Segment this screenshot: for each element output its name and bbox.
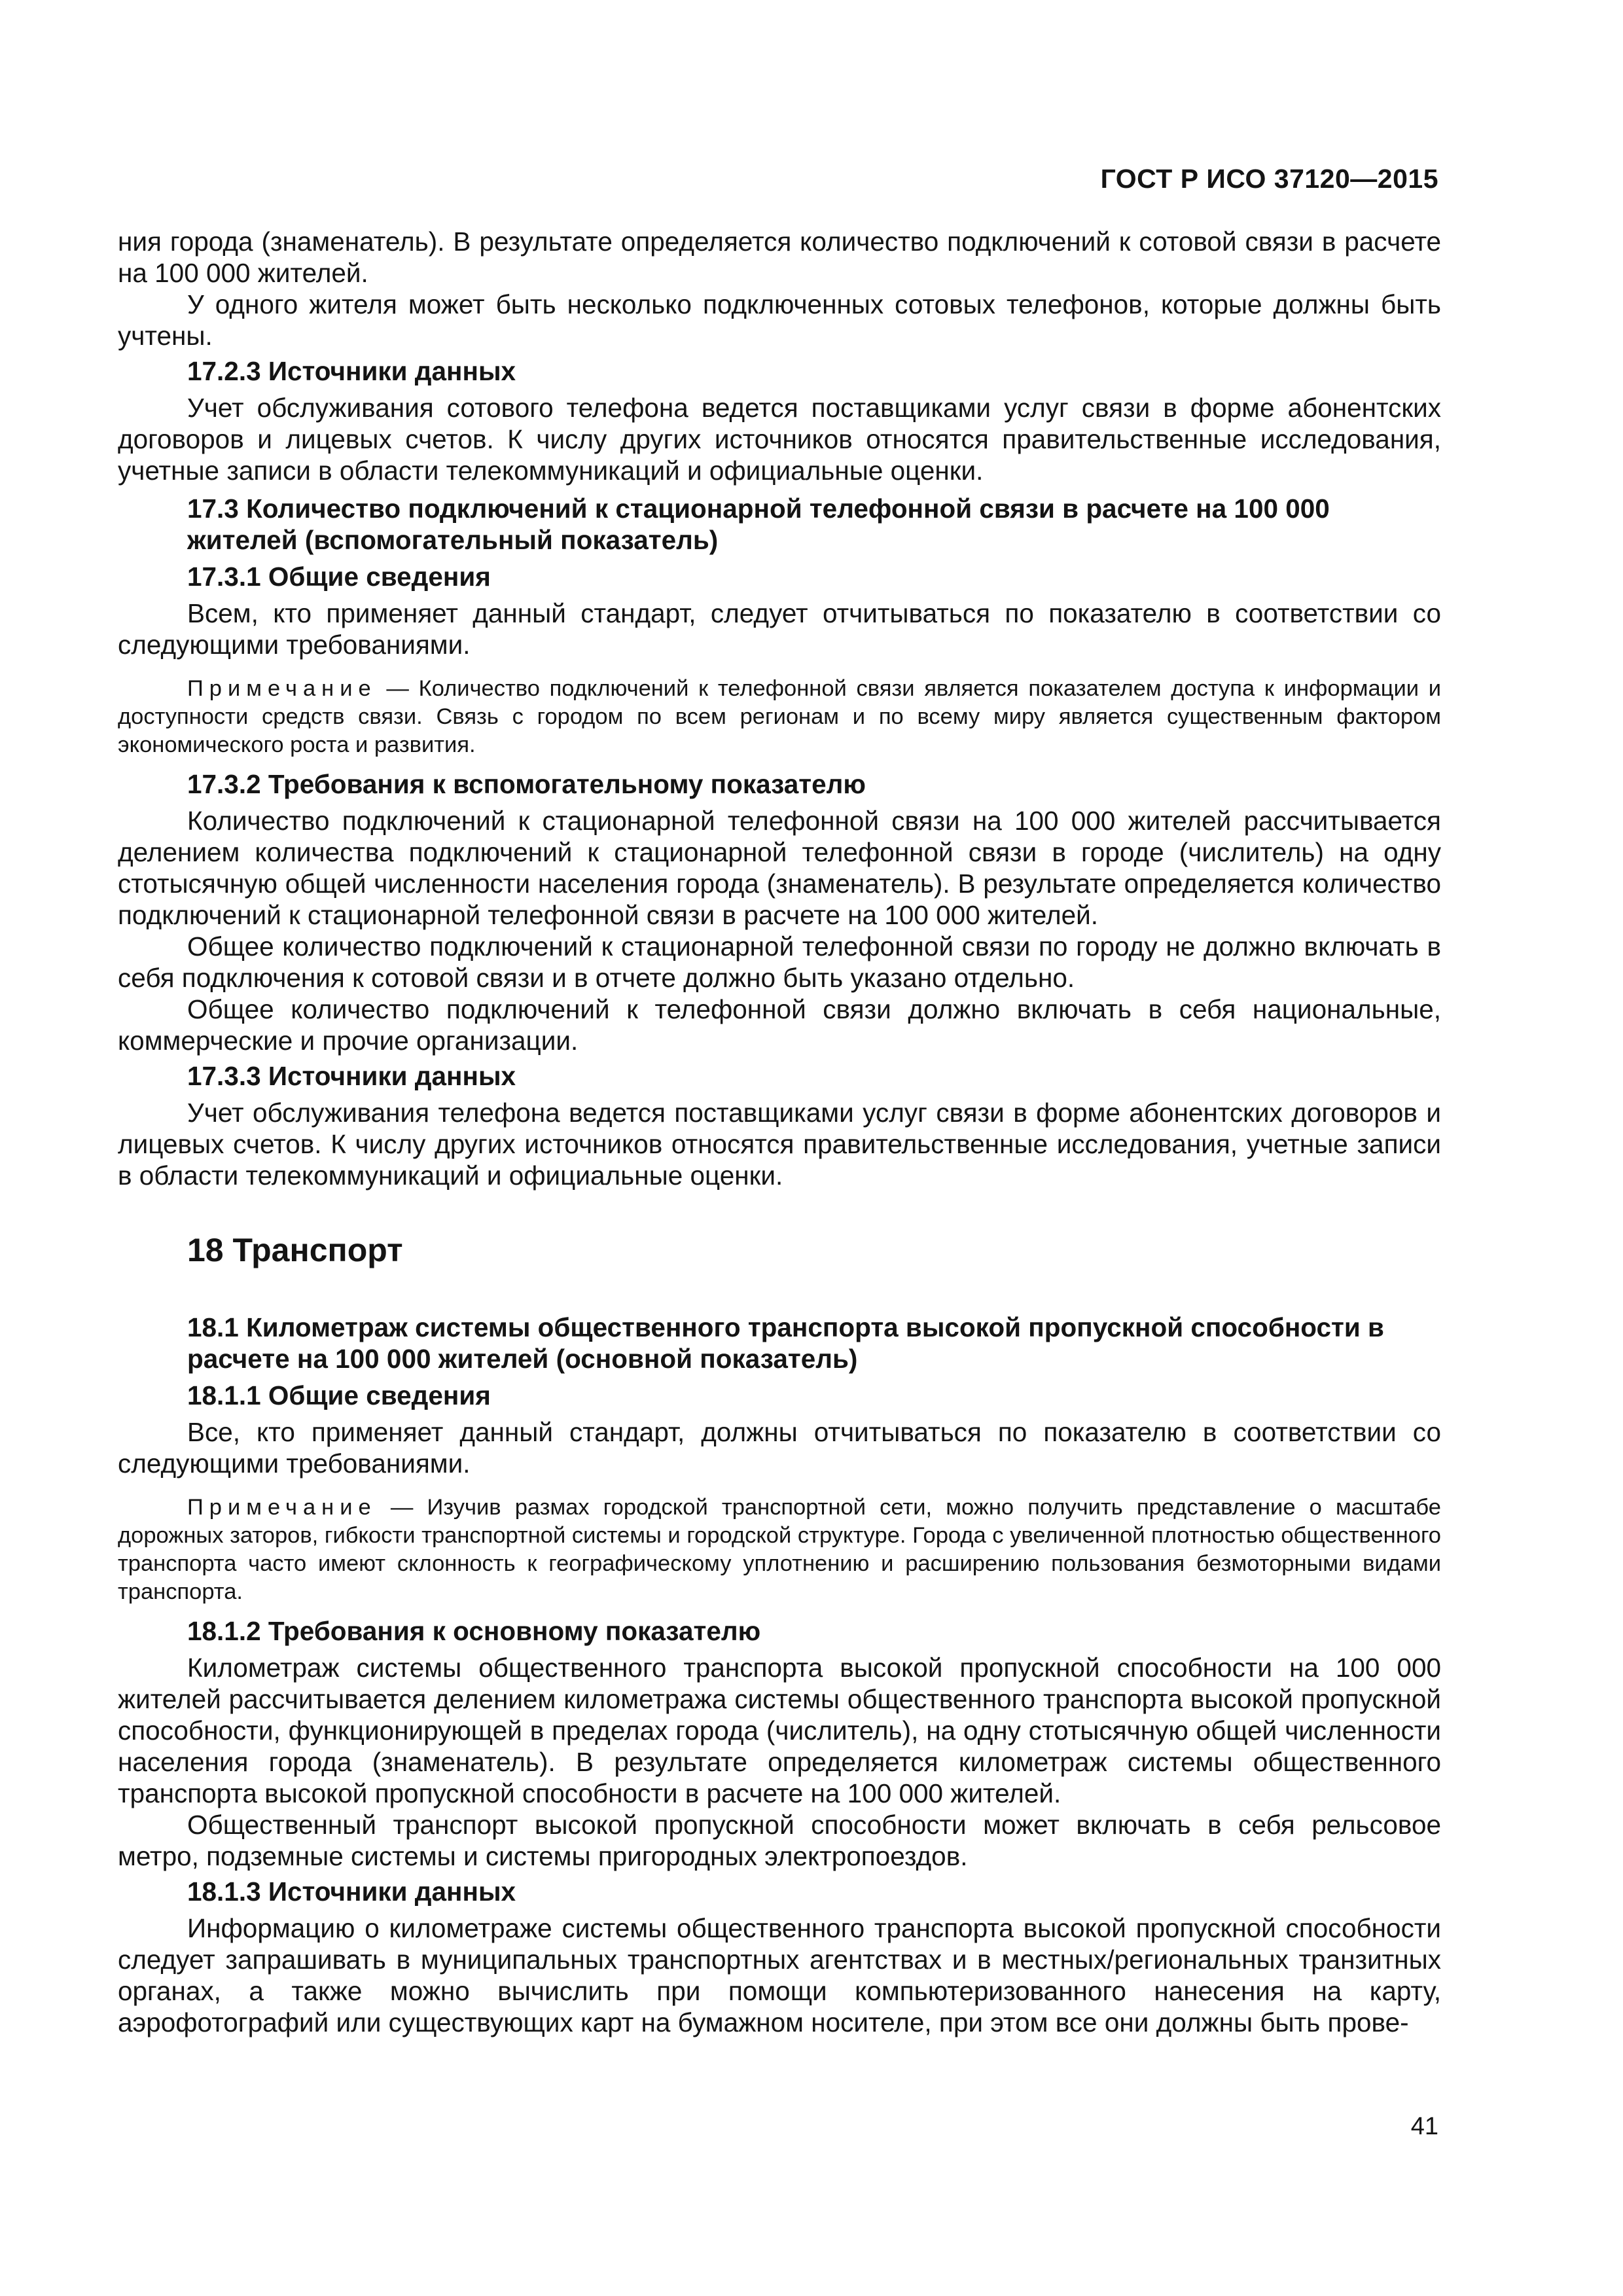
paragraph: ния города (знаменатель). В результате определяется количество подключений к сотовой связи в расчете на 100 000 жителей. [118,226,1441,288]
section-heading-18-1-3: 18.1.3 Источники данных [187,1876,516,1907]
chapter-heading-18: 18 Транспорт [187,1232,403,1268]
paragraph: Общественный транспорт высокой пропускной способности может включать в себя рельсовое метро, подземные системы и системы пригородных электропоездов. [118,1810,1441,1871]
section-heading-17-3-1: 17.3.1 Общие сведения [187,562,491,592]
paragraph: Количество подключений к стационарной телефонной связи на 100 000 жителей рассчитывается делением количества подключений к стационарной телефонной связи в городе (числитель) на одну стотысячную общей численности населения города (знаменатель). В результате определяется количество подключений к стационарной телефонной связи в расчете на 100 000 жителей. [118,806,1441,930]
note-label: Примечание [187,676,377,701]
document-body [118,226,1441,2038]
paragraph: Общее количество подключений к телефонной связи должно включать в себя национальные, коммерческие и прочие организации. [118,994,1441,1056]
paragraph: Учет обслуживания сотового телефона ведется поставщиками услуг связи в форме абонентских договоров и лицевых счетов. К числу других источников относятся правительственные исследования, учетные записи в области телекоммуникаций и официальные оценки. [118,393,1441,486]
note [118,675,1441,759]
paragraph: У одного жителя может быть несколько подключенных сотовых телефонов, которые должны быть учтены. [118,289,1441,351]
note-text: — Количество подключений к телефонной связи является показателем доступа к информации и доступности средств связи. Связь с городом по всем регионам и по всему миру является существенным фактором экономического роста и развития. [118,676,1441,757]
note [118,1494,1441,1606]
note-label: Примечание [187,1495,377,1520]
paragraph: Общее количество подключений к стационарной телефонной связи по городу не должно включать в себя подключения к сотовой связи и в отчете должно быть указано отдельно. [118,931,1441,993]
paragraph: Всем, кто применяет данный стандарт, следует отчитываться по показателю в соответствии со следующими требованиями. [118,598,1441,660]
paragraph: Учет обслуживания телефона ведется поставщиками услуг связи в форме абонентских договоров и лицевых счетов. К числу других источников относятся правительственные исследования, учетные записи в области телекоммуникаций и официальные оценки. [118,1098,1441,1191]
page-number: 41 [1410,2113,1438,2140]
section-heading-18-1-1: 18.1.1 Общие сведения [187,1380,491,1410]
paragraph: Все, кто применяет данный стандарт, должны отчитываться по показателю в соответствии со следующими требованиями. [118,1417,1441,1479]
section-heading-17-3-3: 17.3.3 Источники данных [187,1061,516,1091]
section-heading-18-1-2: 18.1.2 Требования к основному показателю [187,1616,761,1646]
section-heading-18-1: 18.1 Километраж системы общественного транспорта высокой пропускной способности в расчете на 100 000 жителей (основной показатель) [187,1312,1384,1374]
document-id-header: ГОСТ Р ИСО 37120—2015 [1100,164,1438,194]
paragraph: Информацию о километраже системы общественного транспорта высокой пропускной способности следует запрашивать в муниципальных транспортных агентствах и в местных/региональных транзитных органах, а также можно вычислить при помощи компьютеризованного нанесения на карту, аэрофотографий или существующих карт на бумажном носителе, при этом все они должны быть прове- [118,1913,1441,2037]
section-heading-17-3-2: 17.3.2 Требования к вспомогательному показателю [187,769,866,799]
note-text: — Изучив размах городской транспортной сети, можно получить представление о масштабе дорожных заторов, гибкости транспортной системы и городской структуре. Города с увеличенной плотностью общественного транспорта часто имеют склонность к географическому уплотнению и расширению пользования безмоторными видами транспорта. [118,1495,1441,1604]
section-heading-17-3: 17.3 Количество подключений к стационарной телефонной связи в расчете на 100 000 жителей (вспомогательный показатель) [187,493,1330,555]
section-heading-17-2-3: 17.2.3 Источники данных [187,356,516,386]
paragraph: Километраж системы общественного транспорта высокой пропускной способности на 100 000 жителей рассчитывается делением километража системы общественного транспорта высокой пропускной способности, функционирующей в пределах города (числитель), на одну стотысячную общей численности населения города (знаменатель). В результате определяется километраж системы общественного транспорта высокой пропускной способности в расчете на 100 000 жителей. [118,1653,1441,1808]
